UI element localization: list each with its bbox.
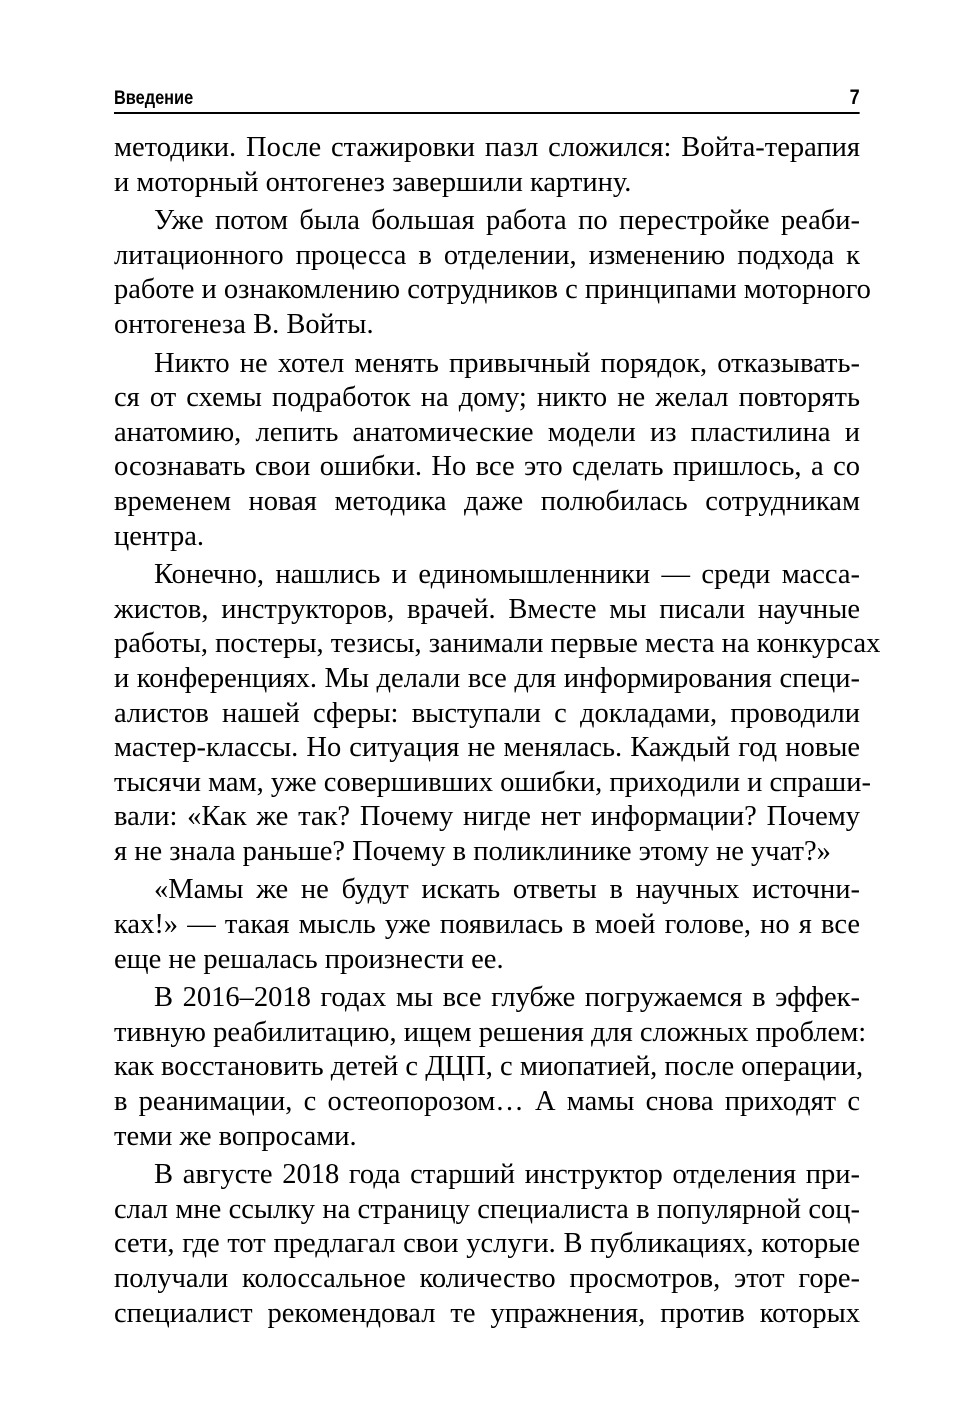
- text-line: временем новая методика даже полюбилась сотрудникам: [114, 485, 860, 517]
- paragraph: [114, 347, 860, 555]
- section-title: Введение: [114, 88, 194, 109]
- page-number: 7: [849, 86, 860, 109]
- paragraph: [114, 1158, 860, 1331]
- text-line: я не знала раньше? Почему в поликлинике этому не учат?»: [114, 835, 831, 867]
- text-line: «Мамы же не будут искать ответы в научных источни-: [154, 874, 860, 906]
- text-line: тысячи мам, уже совершивших ошибки, приходили и спраши-: [114, 766, 871, 798]
- text-line: осознавать свои ошибки. Но все это сделать пришлось, а со: [114, 451, 860, 483]
- text-line: жистов, инструкторов, врачей. Вместе мы писали научные: [114, 593, 860, 625]
- paragraph: [114, 558, 881, 869]
- running-header: [114, 86, 860, 114]
- paragraph: [114, 204, 871, 342]
- text-line: и конференциях. Мы делали все для информирования специ-: [114, 662, 860, 694]
- text-line: методики. После стажировки пазл сложился: Войта-терапия: [114, 132, 860, 163]
- paragraph: [114, 873, 860, 977]
- text-line: мастер-классы. Но ситуация не менялась. Каждый год новые: [114, 732, 860, 764]
- text-line: вали: «Как же так? Почему нигде нет информации? Почему: [114, 801, 860, 833]
- body-text: [114, 131, 881, 1331]
- text-line: в реанимации, с остеопорозом… А мамы снова приходят с: [114, 1086, 860, 1118]
- text-line: литационного процесса в отделении, изменению подхода к: [114, 239, 860, 271]
- text-line: В августе 2018 года старший инструктор отделения при-: [154, 1159, 860, 1191]
- book-page: [114, 0, 881, 1417]
- text-line: Никто не хотел менять привычный порядок, отказывать-: [154, 347, 860, 379]
- text-line: Конечно, нашлись и единомышленники — среди масса-: [154, 559, 860, 591]
- text-line: еще не решалась произнести ее.: [114, 943, 504, 975]
- paragraph: [114, 981, 867, 1154]
- text-line: как восстановить детей с ДЦП, с миопатией, после операции,: [114, 1051, 864, 1083]
- text-line: работе и ознакомлению сотрудников с принципами моторного: [114, 274, 871, 306]
- text-line: тивную реабилитацию, ищем решения для сложных проблем:: [114, 1016, 867, 1048]
- text-line: алистов нашей сферы: выступали с докладами, проводили: [114, 697, 860, 729]
- text-line: Уже потом была большая работа по перестройке реаби-: [154, 205, 860, 237]
- text-line: получали колоссальное количество просмотров, этот горе-: [114, 1263, 860, 1294]
- text-line: ся от схемы подработок на дому; никто не желал повторять: [114, 382, 860, 414]
- text-line: ках!» — такая мысль уже появилась в моей голове, но я все: [114, 909, 860, 941]
- text-line: специалист рекомендовал те упражнения, против которых: [114, 1297, 860, 1329]
- text-line: онтогенеза В. Войты.: [114, 308, 374, 340]
- text-line: анатомию, лепить анатомические модели из пластилина и: [114, 416, 860, 448]
- text-line: работы, постеры, тезисы, занимали первые места на конкурсах: [114, 628, 881, 660]
- text-line: В 2016–2018 годах мы все глубже погружаемся в эффек-: [154, 982, 860, 1014]
- text-line: сети, где тот предлагал свои услуги. В публикациях, которые: [114, 1228, 860, 1260]
- text-line: теми же вопросами.: [114, 1120, 357, 1152]
- text-line: центра.: [114, 520, 204, 552]
- paragraph: [114, 131, 860, 200]
- text-line: и моторный онтогенез завершили картину.: [114, 166, 632, 198]
- text-line: слал мне ссылку на страницу специалиста в популярной соц-: [114, 1193, 860, 1225]
